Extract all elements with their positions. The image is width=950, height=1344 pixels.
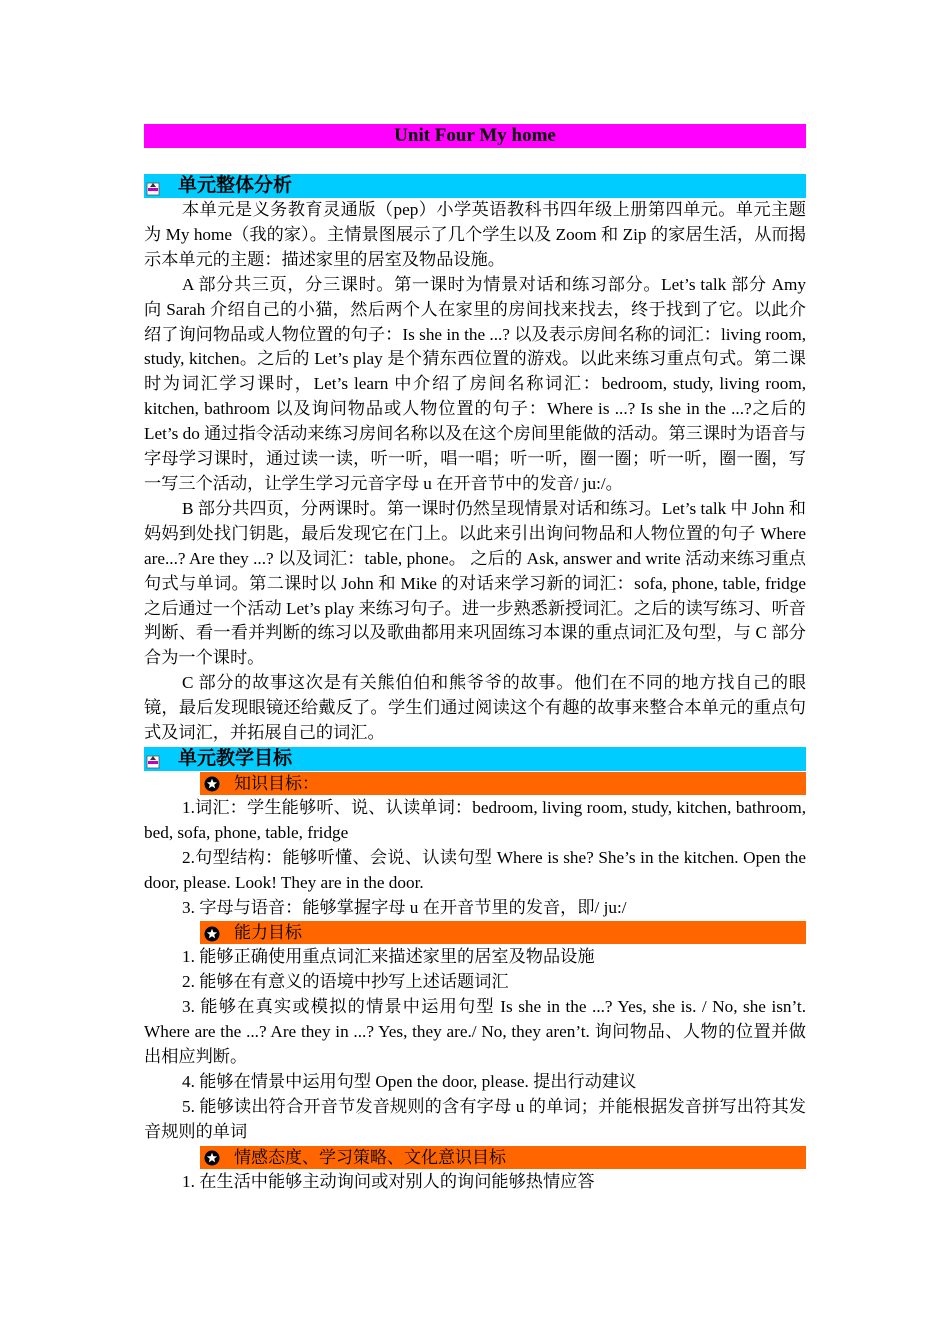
goal-item: 2. 能够在有意义的语境中抄写上述话题词汇 bbox=[182, 972, 509, 992]
book-bullet-icon bbox=[146, 752, 160, 766]
star-circle-icon bbox=[204, 1149, 220, 1165]
document-page bbox=[144, 124, 806, 1195]
goal-item: 1.词汇：学生能够听、说、认读单词：bedroom, living room, study, kitchen, bathroom, bed, sofa, phone, table, fridge bbox=[144, 797, 806, 842]
goal-item: 4. 能够在情景中运用句型 Open the door, please. 提出行动建议 bbox=[182, 1072, 637, 1091]
star-circle-icon bbox=[204, 775, 220, 791]
subheading-ability bbox=[200, 921, 806, 944]
analysis-paragraph: C 部分的故事这次是有关熊伯伯和熊爷爷的故事。他们在不同的地方找自己的眼镜，最后发现眼镜还给戴反了。学生们通过阅读这个有趣的故事来整合本单元的重点句式及词汇，并拓展自己的词汇。 bbox=[144, 673, 806, 743]
star-circle-icon bbox=[204, 925, 220, 941]
subheading-knowledge bbox=[200, 772, 806, 795]
goal-item: 5. 能够读出符合开音节发音规则的含有字母 u 的单词；并能根据发音拼写出符其发音规则的单词 bbox=[144, 1096, 806, 1141]
book-bullet-icon bbox=[146, 179, 160, 193]
section-heading-text: 单元教学目标 bbox=[178, 747, 293, 769]
goal-item: 2.句型结构：能够听懂、会说、认读句型 Where is she? She’s in the kitchen. Open the door, please. Look! They are in the door. bbox=[144, 847, 806, 892]
goal-item: 1. 能够正确使用重点词汇来描述家里的居室及物品设施 bbox=[182, 947, 595, 967]
analysis-paragraph: A 部分共三页，分三课时。第一课时为情景对话和练习部分。Let’s talk 部分 Amy 向 Sarah 介绍自己的小猫，然后两个人在家里的房间找来找去，终于找到了它。以此介绍了询问物品或人物位置的句子：Is she in the ...? 以及表示房间名称的词汇：living room, study, kitchen。之后的 Let’s play 是个猜东西位置的游戏。以此来练习重点句式。第二课时为词汇学习课时，Let’s learn 中介绍了房间名称词汇：bedroom, study, living room, kitchen, bathroom 以及询问物品或人物位置的句子：Where is ...? Is she in the ...?之后的 Let’s do 通过指令活动来练习房间名称以及在这个房间里能做的活动。第三课时为语音与字母学习课时，通过读一读，听一听，唱一唱；听一听，圈一圈；听一听，圈一圈，写一写三个活动，让学生学习元音字母 u 在开音节中的发音/ ju:/。 bbox=[144, 274, 806, 493]
subheading-text: 能力目标 bbox=[234, 923, 302, 943]
document-title: Unit Four My home bbox=[144, 124, 806, 148]
analysis-paragraph: B 部分共四页，分两课时。第一课时仍然呈现情景对话和练习。Let’s talk 中 John 和妈妈到处找门钥匙，最后发现它在门上。以此来引出询问物品和人物位置的句子 Where are...? Are they ...? 以及词汇：table, phone。 之后的 Ask, answer and write 活动来练习重点句式与单词。第二课时以 John 和 Mike 的对话来学习新的词汇：sofa, phone, table, fridge 之后通过一个活动 Let’s play 来练习句子。进一步熟悉新授词汇。之后的读写练习、听音判断、看一看并判断的练习以及歌曲都用来巩固练习本课的重点词汇及句型，与 C 部分合为一个课时。 bbox=[144, 498, 806, 668]
subheading-text: 情感态度、学习策略、文化意识目标 bbox=[234, 1147, 506, 1167]
section-heading-analysis bbox=[144, 174, 806, 198]
analysis-paragraph: 本单元是义务教育灵通版（pep）小学英语教科书四年级上册第四单元。单元主题为 My home（我的家）。主情景图展示了几个学生以及 Zoom 和 Zip 的家居生活，从而揭示本单元的主题：描述家里的居室及物品设施。 bbox=[144, 200, 806, 269]
goal-item: 1. 在生活中能够主动询问或对别人的询问能够热情应答 bbox=[182, 1171, 595, 1191]
goal-item: 3. 字母与语音：能够掌握字母 u 在开音节里的发音，即/ ju:/ bbox=[182, 897, 627, 917]
subheading-emotion bbox=[200, 1146, 806, 1169]
section-heading-text: 单元整体分析 bbox=[178, 175, 293, 196]
goal-item: 3. 能够在真实或模拟的情景中运用句型 Is she in the ...? Yes, she is. / No, she isn’t. Where are the ...? Are they in ...? Yes, they are./ No, they aren’t. 询问物品、人物的位置并做出相应判断。 bbox=[144, 997, 806, 1067]
subheading-text: 知识目标： bbox=[234, 773, 319, 793]
section-heading-goals bbox=[144, 747, 806, 771]
